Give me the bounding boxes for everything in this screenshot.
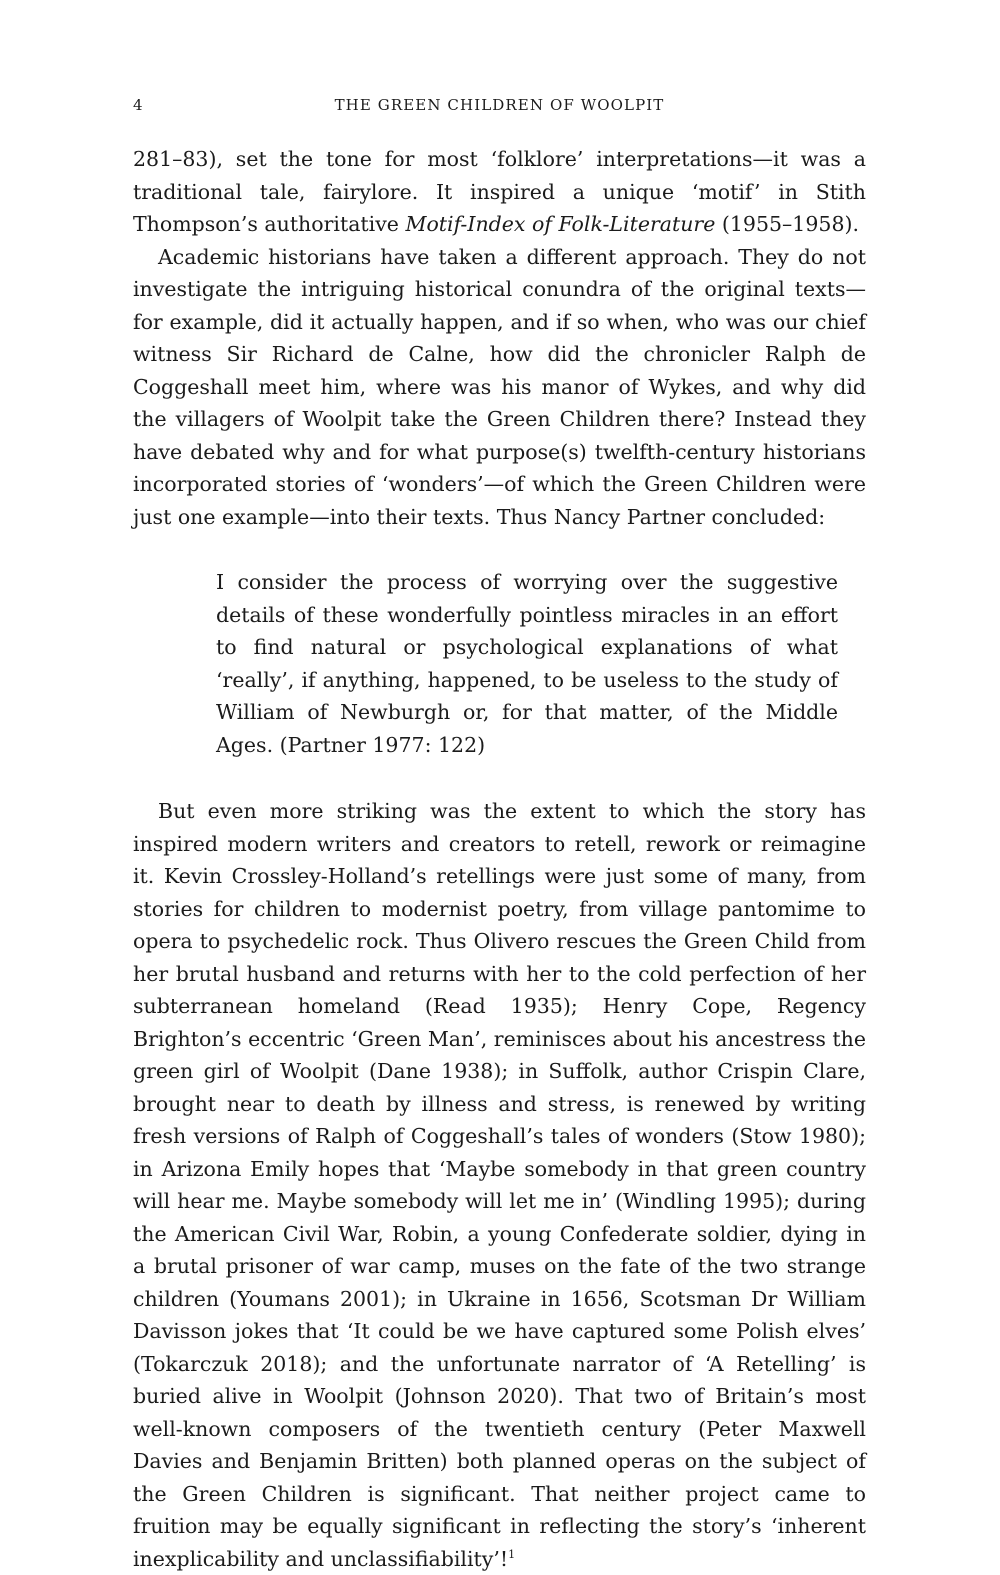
paragraph-text: 281–83), set the tone for most ‘folklore’ interpretations—it was a traditional tale, fairylore. It inspired a unique ‘motif’ in Stith Thompson’s authoritative — [133, 147, 866, 236]
paragraph-text-end: (1955–1958). — [715, 212, 859, 236]
body-text — [133, 143, 866, 1575]
footnote-marker[interactable]: 1 — [508, 1547, 516, 1561]
paragraph-historians: Academic historians have taken a different approach. They do not investigate the intriguing historical conundra of the original texts—for example, did it actually happen, and if so when, who was our chief witness Sir Richard de Calne, how did the chronicler Ralph de Coggeshall meet him, where was his manor of Wykes, and why did the villagers of Woolpit take the Green Children there? Instead they have debated why and for what purpose(s) twelfth-century historians incorporated stories of ‘wonders’—of which the Green Children were just one example—into their texts. Thus Nancy Partner concluded: — [133, 244, 866, 529]
running-head — [133, 96, 866, 120]
page-number: 4 — [133, 96, 144, 114]
block-quote: I consider the process of worrying over the suggestive details of these wonderfully pointless miracles in an effort to find natural or psychological explanations of what ‘really’, if anything, happened, to be useless to the study of William of Newburgh or, for that matter, of the Middle Ages. (Partner 1977: 122) — [216, 570, 838, 757]
paragraph-continued — [133, 143, 866, 241]
italic-book-title: Motif-Index of Folk-Literature — [405, 212, 716, 236]
paragraph-retellings — [133, 795, 866, 1575]
running-title: THE GREEN CHILDREN OF WOOLPIT — [334, 96, 665, 114]
paragraph-text: But even more striking was the extent to which the story has inspired modern writers and creators to retell, rework or reimagine it. Kevin Crossley-Holland’s retellings were just some of many, from stories for children to modernist poetry, from village pantomime to opera to psychedelic rock. Thus Olivero rescues the Green Child from her brutal husband and returns with her to the cold perfection of her subterranean homeland (Read 1935); Henry Cope, Regency Brighton’s eccentric ‘Green Man’, reminisces about his ancestress the green girl of Woolpit (Dane 1938); in Suffolk, author Crispin Clare, brought near to death by illness and stress, is renewed by writing fresh versions of Ralph of Coggeshall’s tales of wonders (Stow 1980); in Arizona Emily hopes that ‘Maybe somebody in that green country will hear me. Maybe somebody will let me in’ (Windling 1995); during the American Civil War, Robin, a young Confederate soldier, dying in a brutal prisoner of war camp, muses on the fate of the two strange children (Youmans 2001); in Ukraine in 1656, Scotsman Dr William Davisson jokes that ‘It could be we have captured some Polish elves’ (Tokarczuk 2018); and the unfortunate narrator of ‘A Retelling’ is buried alive in Woolpit (Johnson 2020). That two of Britain’s most well-known composers of the twentieth century (Peter Maxwell Davies and Benjamin Britten) both planned operas on the subject of the Green Children is significant. That neither project came to fruition may be equally significant in reflecting the story’s ‘inherent inexplicability and unclassifiability’! — [133, 799, 866, 1571]
